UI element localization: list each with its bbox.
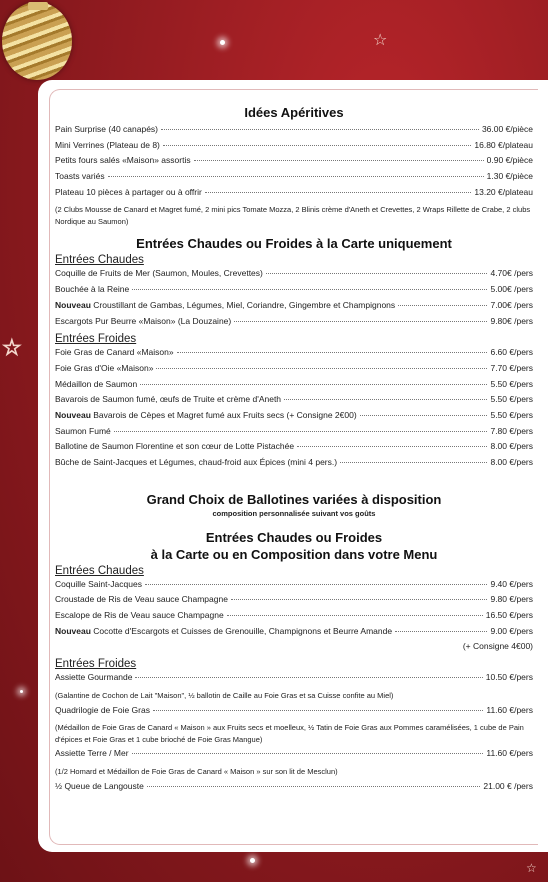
new-badge: Nouveau bbox=[55, 299, 91, 310]
item-note: (1/2 Homard et Médaillon de Foie Gras de Canard « Maison » sur son lit de Mesclun) bbox=[55, 767, 338, 776]
list-item: Pain Surprise (40 canapés) 36.00 €/pièce bbox=[55, 124, 533, 134]
item-note: (Médaillon de Foie Gras de Canard « Maison » aux Fruits secs et moelleux, ½ Tatin de Foie Gras aux Pommes caramélisées, 1 cube de Pain d'épices et Foie Gras et 1 cube brioché de Foie Gras Mangue) bbox=[55, 723, 524, 744]
list-item: Nouveau Bavarois de Cèpes et Magret fumé aux Fruits secs (+ Consigne 2€00) 5.50 €/pers bbox=[55, 409, 533, 420]
list-item: Médaillon de Saumon 5.50 €/pers bbox=[55, 378, 533, 389]
christmas-ornament-icon bbox=[2, 2, 72, 80]
star-icon: ☆ bbox=[373, 30, 388, 49]
list-item: Ballotine de Saumon Florentine et son cœur de Lotte Pistachée 8.00 €/pers bbox=[55, 441, 533, 452]
category-label: Entrées Froides bbox=[55, 333, 137, 346]
category-label: Entrées Chaudes bbox=[55, 254, 144, 267]
section-title-composition-2: à la Carte ou en Composition dans votre Menu bbox=[150, 546, 438, 562]
sparkle-icon bbox=[220, 40, 225, 45]
list-item: Plateau 10 pièces à partager ou à offrir 13.20 €/plateau bbox=[55, 186, 533, 197]
item-note: (Galantine de Cochon de Lait "Maison", ½ ballotin de Caille au Foie Gras et sa Cuisse confite au Miel) bbox=[55, 691, 394, 701]
sparkle-icon bbox=[250, 858, 255, 863]
list-item: Mini Verrines (Plateau de 8) 16.80 €/plateau bbox=[55, 139, 533, 150]
ballotines-subtitle: composition personnalisée suivant vos goûts bbox=[212, 508, 376, 518]
list-item: Toasts variés 1.30 €/pièce bbox=[55, 171, 533, 182]
list-item: Foie Gras de Canard «Maison» 6.60 €/pers bbox=[55, 347, 533, 358]
list-item: Assiette Terre / Mer 11.60 €/pers bbox=[55, 748, 533, 759]
list-item: Bavarois de Saumon fumé, œufs de Truite et crème d'Aneth 5.50 €/pers bbox=[55, 394, 533, 405]
aperitifs-list bbox=[55, 124, 533, 202]
consigne-note: (+ Consigne 4€00) bbox=[462, 641, 533, 652]
list-item: Escargots Pur Beurre «Maison» (La Douzaine) 9.80€ /pers bbox=[55, 315, 533, 326]
new-badge: Nouveau bbox=[55, 409, 91, 420]
list-item: Coquille de Fruits de Mer (Saumon, Moules, Crevettes) 4.70€ /pers bbox=[55, 268, 533, 279]
category-label: Entrées Chaudes bbox=[55, 564, 144, 577]
list-item: Saumon Fumé 7.80 €/pers bbox=[55, 425, 533, 436]
menu-panel bbox=[38, 80, 548, 852]
sparkle-icon bbox=[20, 690, 23, 693]
list-item: Bûche de Saint-Jacques et Légumes, chaud-froid aux Épices (mini 4 pers.) 8.00 €/pers bbox=[55, 457, 533, 467]
list-item: Petits fours salés «Maison» assortis 0.90 €/pièce bbox=[55, 155, 533, 166]
list-item: Assiette Gourmande 10.50 €/pers bbox=[55, 672, 533, 683]
list-item: Quadrilogie de Foie Gras 11.60 €/pers bbox=[55, 704, 533, 715]
section-title-composition-1: Entrées Chaudes ou Froides bbox=[205, 529, 383, 545]
list-item: Nouveau Cocotte d'Escargots et Cuisses de Grenouille, Champignons et Beurre Amande 9.00 €/pers bbox=[55, 625, 533, 636]
list-item: Bouchée à la Reine 5.00€ /pers bbox=[55, 284, 533, 295]
aperitifs-note: (2 Clubs Mousse de Canard et Magret fumé, 2 mini pics Tomate Mozza, 2 Blinis crème d'Aneth et Crevettes, 2 Wraps Rillette de Crabe, 2 clubs Nordique au Saumon) bbox=[55, 205, 531, 226]
section-title-aperitifs: Idées Apéritives bbox=[244, 105, 344, 120]
new-badge: Nouveau bbox=[55, 625, 91, 636]
menu-content bbox=[55, 104, 533, 796]
list-item: ½ Queue de Langouste 21.00 € /pers bbox=[55, 780, 533, 791]
list-item: Foie Gras d'Oie «Maison» 7.70 €/pers bbox=[55, 362, 533, 373]
section-title-carte: Entrées Chaudes ou Froides à la Carte uniquement bbox=[136, 236, 452, 252]
list-item: Coquille Saint-Jacques 9.40 €/pers bbox=[55, 578, 533, 589]
star-icon: ☆ bbox=[2, 336, 22, 361]
section-title-ballotines: Grand Choix de Ballotines variées à disposition bbox=[146, 491, 442, 507]
list-item: Nouveau Croustillant de Gambas, Légumes, Miel, Coriandre, Gingembre et Champignons 7.00€ /pers bbox=[55, 299, 533, 310]
list-item: Escalope de Ris de Veau sauce Champagne 16.50 €/pers bbox=[55, 610, 533, 621]
category-label: Entrées Froides bbox=[55, 658, 137, 671]
star-icon: ☆ bbox=[526, 861, 537, 875]
list-item: Croustade de Ris de Veau sauce Champagne 9.80 €/pers bbox=[55, 594, 533, 605]
